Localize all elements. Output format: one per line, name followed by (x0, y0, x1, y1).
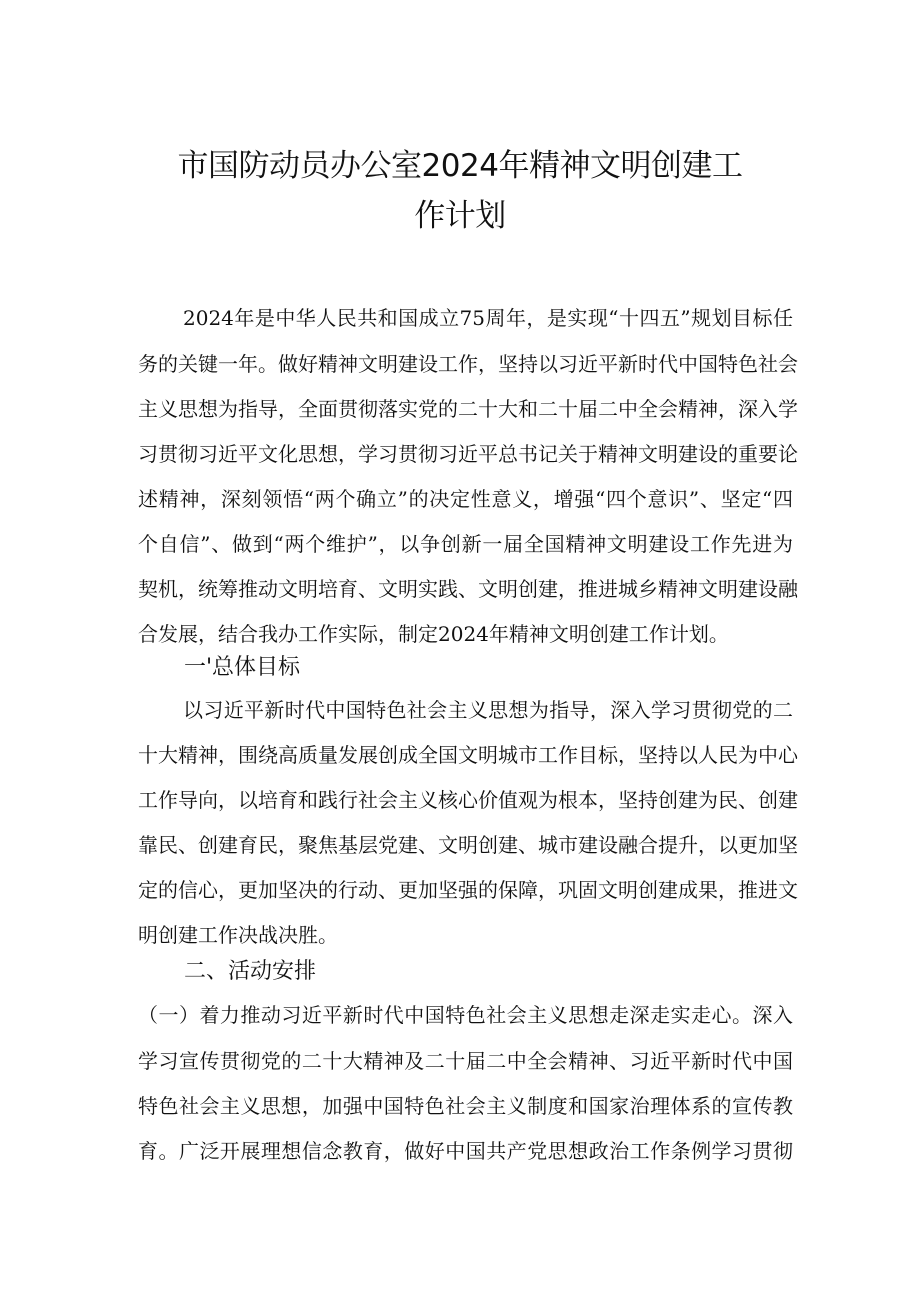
intro-line: 务的关键一年。做好精神文明建设工作，坚持以习近平新时代中国特色社会 (138, 352, 798, 376)
document-title-line-1: 市国防动员办公室2024年精神文明创建工 (177, 148, 743, 184)
intro-line: 习贯彻习近平文化思想，学习贯彻习近平总书记关于精神文明建设的重要论 (138, 442, 798, 466)
section2-line: 学习宣传贯彻党的二十大精神及二十届二中全会精神、习近平新时代中国 (138, 1049, 793, 1073)
intro-line: 合发展，结合我办工作实际，制定2024年精神文明创建工作计划。 (138, 622, 729, 646)
intro-line: 主义思想为指导，全面贯彻落实党的二十大和二十届二中全会精神，深入学 (138, 397, 798, 421)
section2-line: 特色社会主义思想，加强中国特色社会主义制度和国家治理体系的宣传教 (138, 1094, 793, 1118)
section1-line: 定的信心，更加坚决的行动、更加坚强的保障，巩固文明创建成果，推进文 (138, 878, 798, 902)
section1-line: 以习近平新时代中国特色社会主义思想为指导，深入学习贯彻党的二 (183, 698, 793, 722)
section-heading-overall-goal: 一'总体目标 (184, 655, 301, 680)
intro-line: 契机，统筹推动文明培育、文明实践、文明创建，推进城乡精神文明建设融 (138, 577, 798, 601)
section1-line: 十大精神，围绕高质量发展创成全国文明城市工作目标，坚持以人民为中心 (138, 743, 798, 767)
intro-line: 2024年是中华人民共和国成立75周年，是实现“十四五”规划目标任 (183, 306, 793, 330)
section-heading-activities: 二、活动安排 (184, 959, 317, 984)
document-title-line-2: 作计划 (414, 198, 506, 234)
section1-line: 靠民、创建育民，聚焦基层党建、文明创建、城市建设融合提升，以更加坚 (138, 833, 798, 857)
section1-line: 明创建工作决战决胜。 (138, 923, 338, 947)
section2-line: 育。广泛开展理想信念教育，做好中国共产党思想政治工作条例学习贯彻 (138, 1139, 793, 1163)
intro-line: 个自信”、做到“两个维护”，以争创新一届全国精神文明建设工作先进为 (138, 532, 793, 556)
intro-line: 述精神，深刻领悟“两个确立”的决定性意义，增强“四个意识”、坚定“四 (138, 487, 793, 511)
section2-line: （一）着力推动习近平新时代中国特色社会主义思想走深走实走心。深入 (138, 1003, 793, 1027)
section1-line: 工作导向，以培育和践行社会主义核心价值观为根本，坚持创建为民、创建 (138, 788, 798, 812)
